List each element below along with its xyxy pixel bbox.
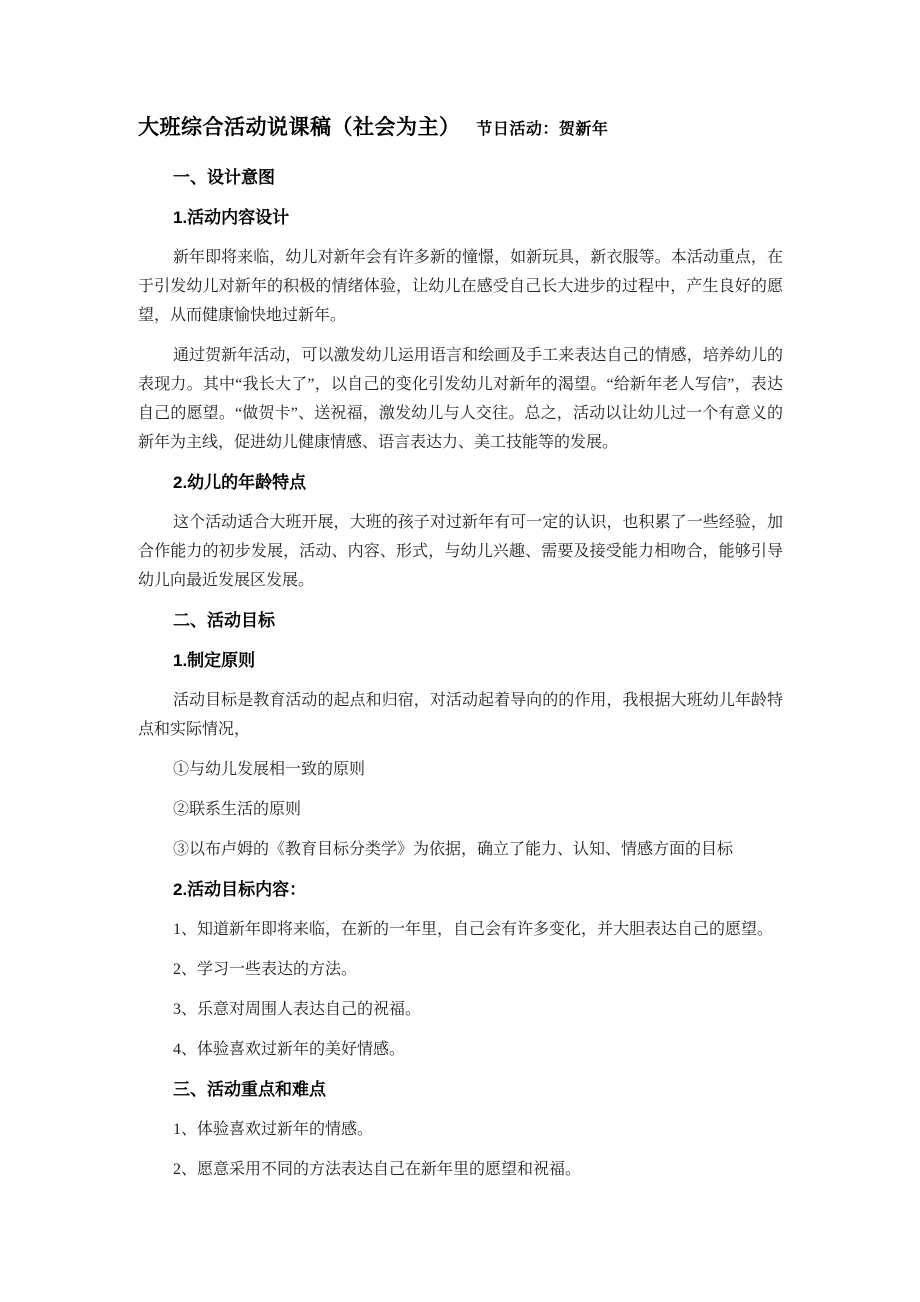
subsection-heading-age-characteristics: 2.幼儿的年龄特点 [173, 473, 307, 492]
subsection-heading-goal-content: 2.活动目标内容： [173, 880, 307, 899]
paragraph: 活动目标是教育活动的起点和归宿，对活动起着导向的的作用，我根据大班幼儿年龄特点和实际情况， [138, 692, 783, 738]
list-item: 1、知道新年即将来临，在新的一年里，自己会有许多变化，并大胆表达自己的愿望。 [173, 921, 774, 938]
section-heading-design-intent: 一、设计意图 [173, 168, 275, 187]
list-item: 4、体验喜欢过新年的美好情感。 [173, 1041, 406, 1058]
list-item: ②联系生活的原则 [173, 801, 302, 818]
list-item: ③以布卢姆的《教育目标分类学》为依据，确立了能力、认知、情感方面的目标 [173, 841, 734, 858]
list-item: ①与幼儿发展相一致的原则 [173, 761, 366, 778]
page-title [138, 106, 783, 147]
document-title-main: 大班综合活动说课稿（社会为主） [138, 116, 461, 139]
section-heading-key-points: 三、活动重点和难点 [173, 1080, 326, 1099]
subsection-heading-activity-content: 1.活动内容设计 [173, 208, 290, 227]
list-item: 2、愿意采用不同的方法表达自己在新年里的愿望和祝福。 [173, 1161, 582, 1178]
list-item: 1、体验喜欢过新年的情感。 [173, 1121, 374, 1138]
document-title-subtitle: 节日活动：贺新年 [476, 121, 609, 138]
list-item: 3、乐意对周围人表达自己的祝福。 [173, 1001, 422, 1018]
list-item: 2、学习一些表达的方法。 [173, 961, 358, 978]
paragraph: 这个活动适合大班开展，大班的孩子对过新年有可一定的认识，也积累了一些经验，加合作能力的初步发展，活动、内容、形式，与幼儿兴趣、需要及接受能力相吻合，能够引导幼儿向最近发展区发展。 [138, 514, 783, 589]
subsection-heading-principles: 1.制定原则 [173, 651, 256, 670]
paragraph: 通过贺新年活动，可以激发幼儿运用语言和绘画及手工来表达自己的情感，培养幼儿的表现力。其中“我长大了”，以自己的变化引发幼儿对新年的渴望。“给新年老人写信”，表达自己的愿望。“做贺卡”、送祝福，激发幼儿与人交往。总之，活动以让幼儿过一个有意义的新年为主线，促进幼儿健康情感、语言表达力、美工技能等的发展。 [138, 347, 783, 451]
section-heading-activity-goals: 二、活动目标 [173, 611, 275, 630]
paragraph: 新年即将来临，幼儿对新年会有许多新的憧憬，如新玩具，新衣服等。本活动重点，在于引发幼儿对新年的积极的情绪体验，让幼儿在感受自己长大进步的过程中，产生良好的愿望，从而健康愉快地过新年。 [138, 249, 783, 324]
